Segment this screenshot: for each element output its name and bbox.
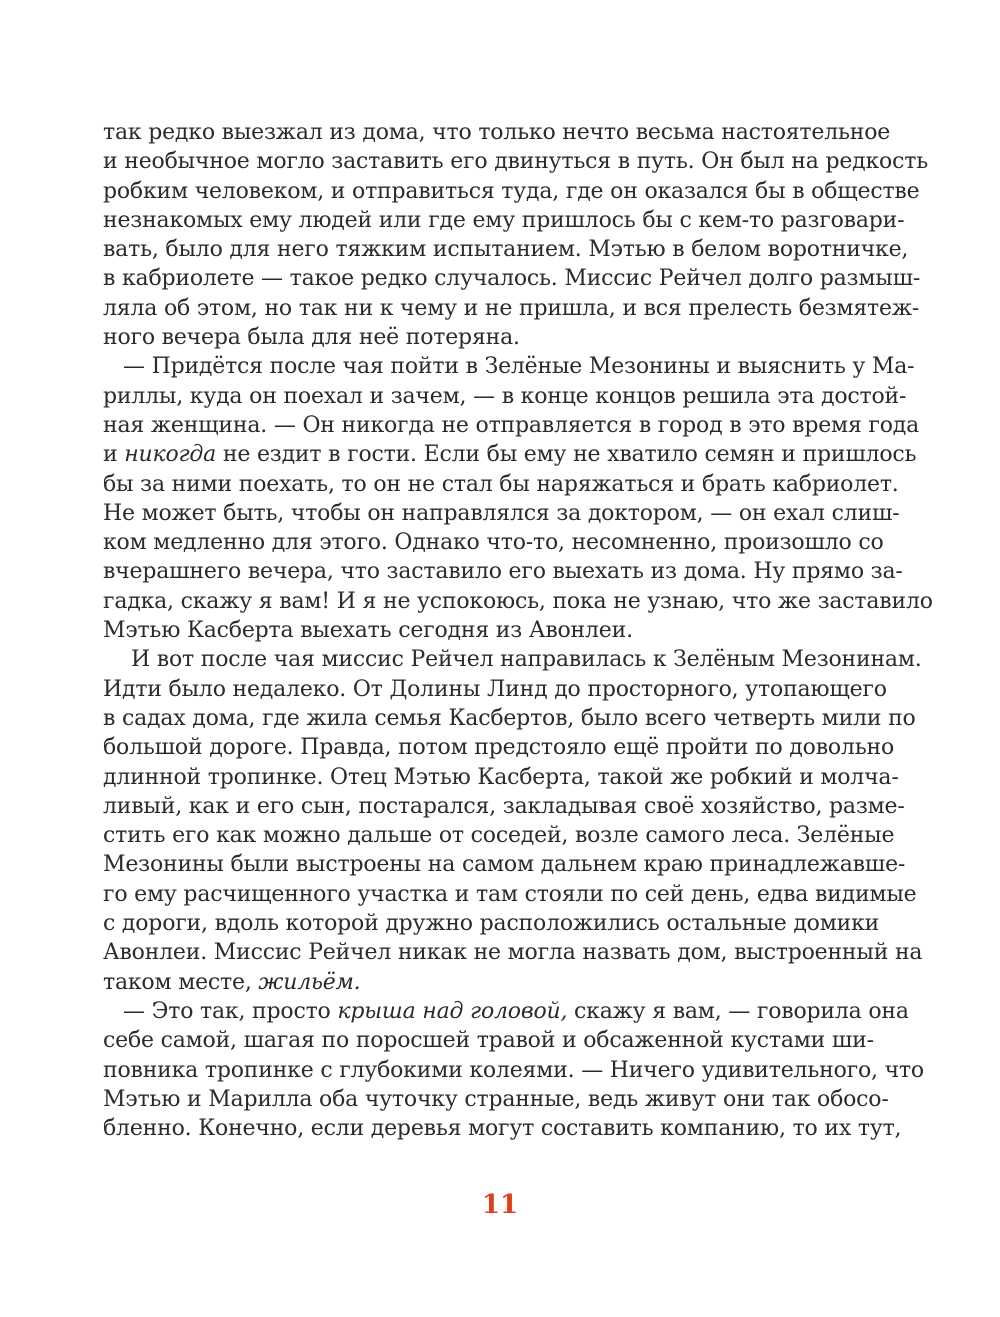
text-line: риллы, куда он поехал и зачем, — в конце концов решила эта достой- [103, 383, 907, 409]
italic-text: жильём. [258, 969, 361, 995]
text-line: в кабриолете — такое редко случалось. Миссис Рейчел долго размыш- [103, 266, 921, 292]
text-line: вчерашнего вечера, что заставило его выехать из дома. Ну прямо за- [103, 559, 903, 585]
text-line: вать, было для него тяжким испытанием. Мэтью в белом воротничке, [103, 237, 909, 263]
text-run: и [103, 442, 125, 468]
text-line: Мэтью Касберта выехать сегодня из Авонлеи. [103, 618, 633, 644]
text-line: гадка, скажу я вам! И я не успокоюсь, пока не узнаю, что же заставило [103, 588, 933, 614]
text-line: повника тропинке с глубокими колеями. — Ничего удивительного, что [103, 1057, 924, 1083]
text-line: — Придётся после чая пойти в Зелёные Мезонины и выяснить у Ма- [123, 354, 915, 380]
text-line: Мезонины были выстроены на самом дальнем краю принадлежавше- [103, 852, 906, 878]
text-line: с дороги, вдоль которой дружно расположились остальные домики [103, 911, 880, 937]
italic-text: крыша над головой, [337, 998, 568, 1024]
page-number: 11 [481, 1190, 519, 1220]
text-line: робким человеком, и отправиться туда, где он оказался бы в обществе [103, 178, 920, 204]
text-line: го ему расчищенного участка и там стояли по сей день, едва видимые [103, 881, 917, 907]
text-run: — Это так, просто [123, 998, 338, 1024]
text-line: И вот после чая миссис Рейчел направилась к Зелёным Мезонинам. [131, 647, 922, 673]
text-line: в садах дома, где жила семья Касбертов, было всего четверть мили по [103, 705, 916, 731]
text-line: ляла об этом, но так ни к чему и не пришла, и вся прелесть безмятеж- [103, 295, 920, 321]
text-line: бленно. Конечно, если деревья могут составить компанию, то их тут, [103, 1116, 902, 1142]
paragraph-4 [103, 997, 924, 1143]
text-line: незнакомых ему людей или где ему пришлось бы с кем-то разговари- [103, 207, 905, 233]
text-line: большой дороге. Правда, потом предстояло ещё пройти по довольно [103, 735, 894, 761]
text-run: не ездит в гости. Если бы ему не хватило семян и пришлось [216, 442, 917, 468]
text-line: ного вечера была для неё потеряна. [103, 325, 520, 351]
paragraph-3 [103, 645, 923, 997]
text-line: Авонлеи. Миссис Рейчел никак не могла назвать дом, выстроенный на [103, 940, 923, 966]
text-line: себе самой, шагая по поросшей травой и обсаженной кустами ши- [103, 1028, 874, 1054]
paragraph-2 [103, 352, 933, 645]
text-line: бы за ними поехать, то он не стал бы наряжаться и брать кабриолет. [103, 471, 899, 497]
italic-text: никогда [124, 442, 217, 468]
text-run: таком месте, [103, 969, 259, 995]
text-line: так редко выезжал из дома, что только нечто весьма настоятельное [103, 120, 891, 145]
text-line: ливый, как и его сын, постарался, закладывая своё хозяйство, разме- [103, 793, 905, 819]
text-run: скажу я вам, — говорила она [567, 998, 909, 1024]
text-line: стить его как можно дальше от соседей, возле самого леса. Зелёные [103, 823, 895, 849]
text-line [103, 997, 909, 1026]
page-body [103, 118, 933, 1143]
paragraph-1 [103, 118, 928, 352]
text-line: Мэтью и Марилла оба чуточку странные, ведь живут они так обосо- [103, 1086, 889, 1112]
text-line [103, 440, 917, 469]
text-line: ком медленно для этого. Однако что-то, несомненно, произошло со [103, 530, 884, 556]
text-line [103, 968, 865, 997]
text-line: ная женщина. — Он никогда не отправляется в город в это время года [103, 412, 920, 438]
text-line: и необычное могло заставить его двинуться в путь. Он был на редкость [103, 149, 928, 175]
text-line: Идти было недалеко. От Долины Линд до просторного, утопающего [103, 676, 887, 702]
text-line: длинной тропинке. Отец Мэтью Касберта, такой же робкий и молча- [103, 764, 899, 790]
text-line: Не может быть, чтобы он направлялся за доктором, — он ехал слиш- [103, 500, 900, 526]
